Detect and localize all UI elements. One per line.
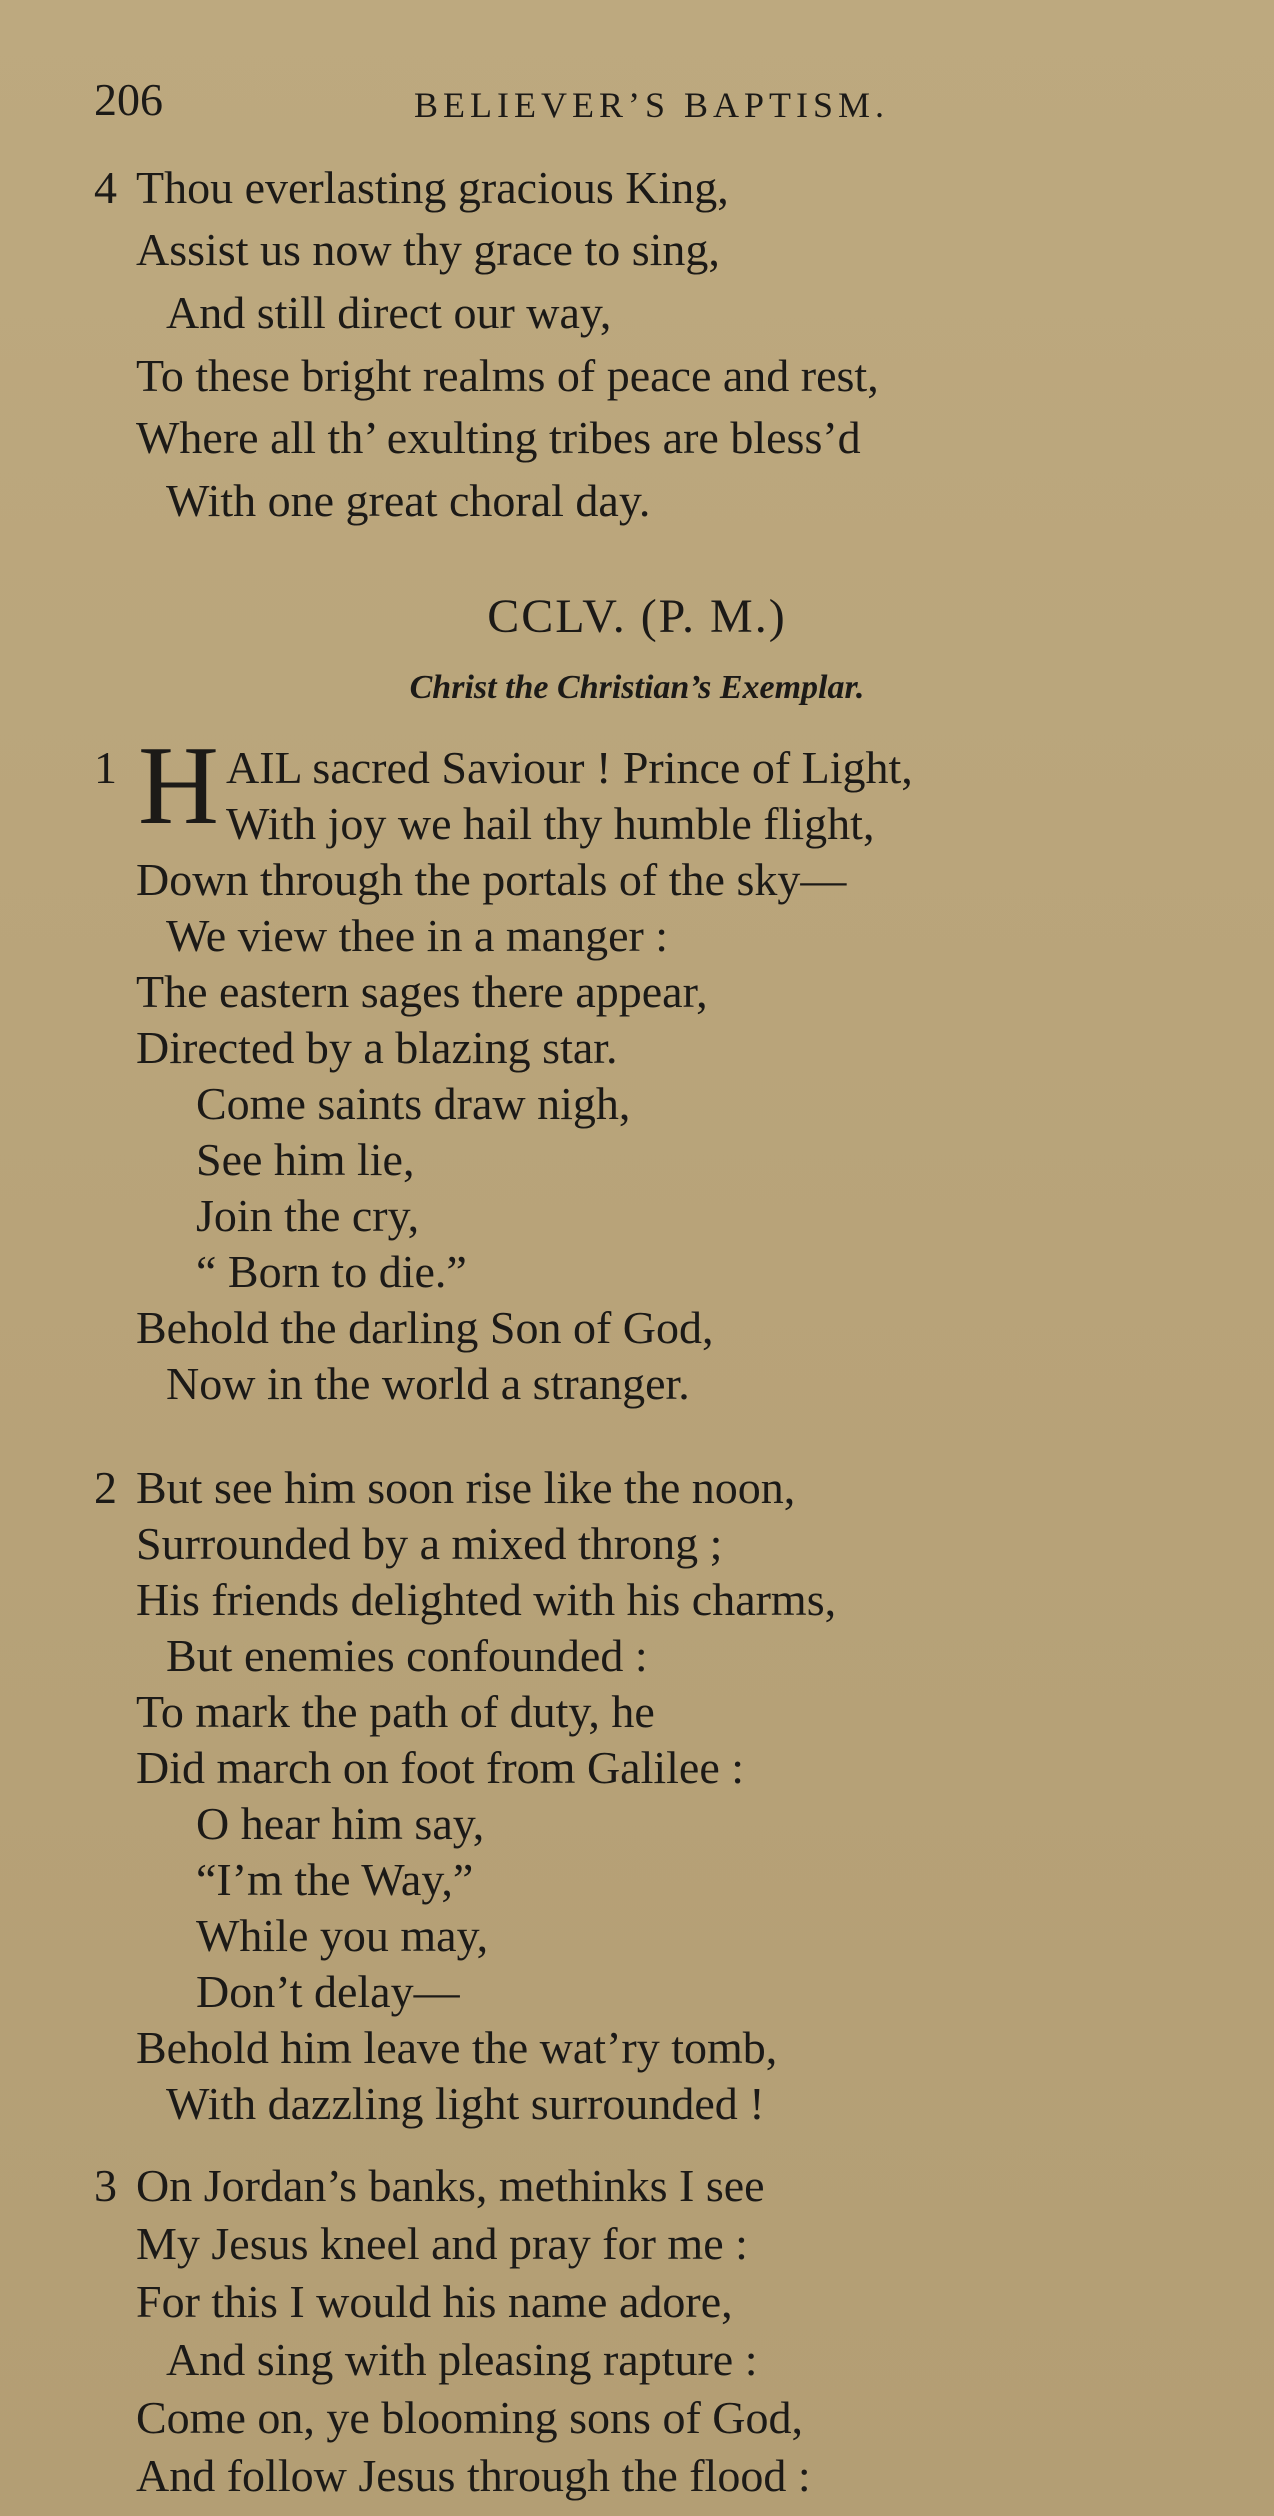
verse-line: But enemies confounded : bbox=[166, 1630, 648, 1681]
verse-line: But see him soon rise like the noon, bbox=[136, 1462, 796, 1513]
verse-line: Join the cry, bbox=[196, 1190, 420, 1241]
verse-line: Behold him leave the wat’ry tomb, bbox=[136, 2022, 778, 2073]
verse-line: With dazzling light surrounded ! bbox=[166, 2078, 765, 2129]
verse-line: Down through the portals of the sky— bbox=[136, 854, 847, 905]
verse-line: Did march on foot from Galilee : bbox=[136, 1742, 745, 1793]
running-title: BELIEVER’S BAPTISM. bbox=[414, 85, 890, 125]
verse-line: And sing with pleasing rapture : bbox=[166, 2334, 758, 2385]
verse-line: Behold the darling Son of God, bbox=[136, 1302, 714, 1353]
verse-line: The eastern sages there appear, bbox=[136, 966, 708, 1017]
verse-line: See him lie, bbox=[196, 1134, 415, 1185]
verse-line: “I’m the Way,” bbox=[196, 1854, 474, 1905]
verse-line: We view thee in a manger : bbox=[166, 910, 669, 961]
verse-line: Where all th’ exulting tribes are bless’d bbox=[136, 412, 861, 463]
verse-number: 1 bbox=[94, 742, 117, 793]
verse-line: Come on, ye blooming sons of God, bbox=[136, 2392, 803, 2443]
verse-line: Don’t delay— bbox=[196, 1966, 460, 2017]
verse-line: His friends delighted with his charms, bbox=[136, 1574, 837, 1625]
verse-line: AIL sacred Saviour ! Prince of Light, bbox=[226, 742, 913, 793]
verse-line: With one great choral day. bbox=[166, 475, 651, 526]
verse-line: Directed by a blazing star. bbox=[136, 1022, 618, 1073]
verse-line: On Jordan’s banks, methinks I see bbox=[136, 2160, 765, 2211]
verse-line: To mark the path of duty, he bbox=[136, 1686, 655, 1737]
verse-line: Now in the world a stranger. bbox=[166, 1358, 690, 1409]
verse-line: While you may, bbox=[196, 1910, 489, 1961]
hymn-title: CCLV. (P. M.) bbox=[487, 590, 787, 643]
verse-line: O hear him say, bbox=[196, 1798, 485, 1849]
verse-line: And follow Jesus through the flood : bbox=[136, 2450, 811, 2501]
verse-line: Assist us now thy grace to sing, bbox=[136, 224, 720, 275]
drop-cap: H bbox=[138, 724, 219, 848]
verse-line: To these bright realms of peace and rest, bbox=[136, 350, 879, 401]
verse-line: Come saints draw nigh, bbox=[196, 1078, 631, 1129]
verse-number: 3 bbox=[94, 2160, 117, 2211]
verse-line: Thou everlasting gracious King, bbox=[136, 162, 729, 213]
page-header bbox=[94, 72, 1194, 132]
verse-number: 4 bbox=[94, 162, 117, 213]
hymn-subtitle: Christ the Christian’s Exemplar. bbox=[409, 669, 865, 706]
verse-line: My Jesus kneel and pray for me : bbox=[136, 2218, 748, 2269]
page-number: 206 bbox=[94, 74, 163, 125]
verse-line: With joy we hail thy humble flight, bbox=[226, 798, 875, 849]
verse-line: And still direct our way, bbox=[166, 287, 612, 338]
verse-line: For this I would his name adore, bbox=[136, 2276, 733, 2327]
verse-line: “ Born to die.” bbox=[196, 1246, 467, 1297]
verse-number: 2 bbox=[94, 1462, 117, 1513]
verse-line: Surrounded by a mixed throng ; bbox=[136, 1518, 723, 1569]
